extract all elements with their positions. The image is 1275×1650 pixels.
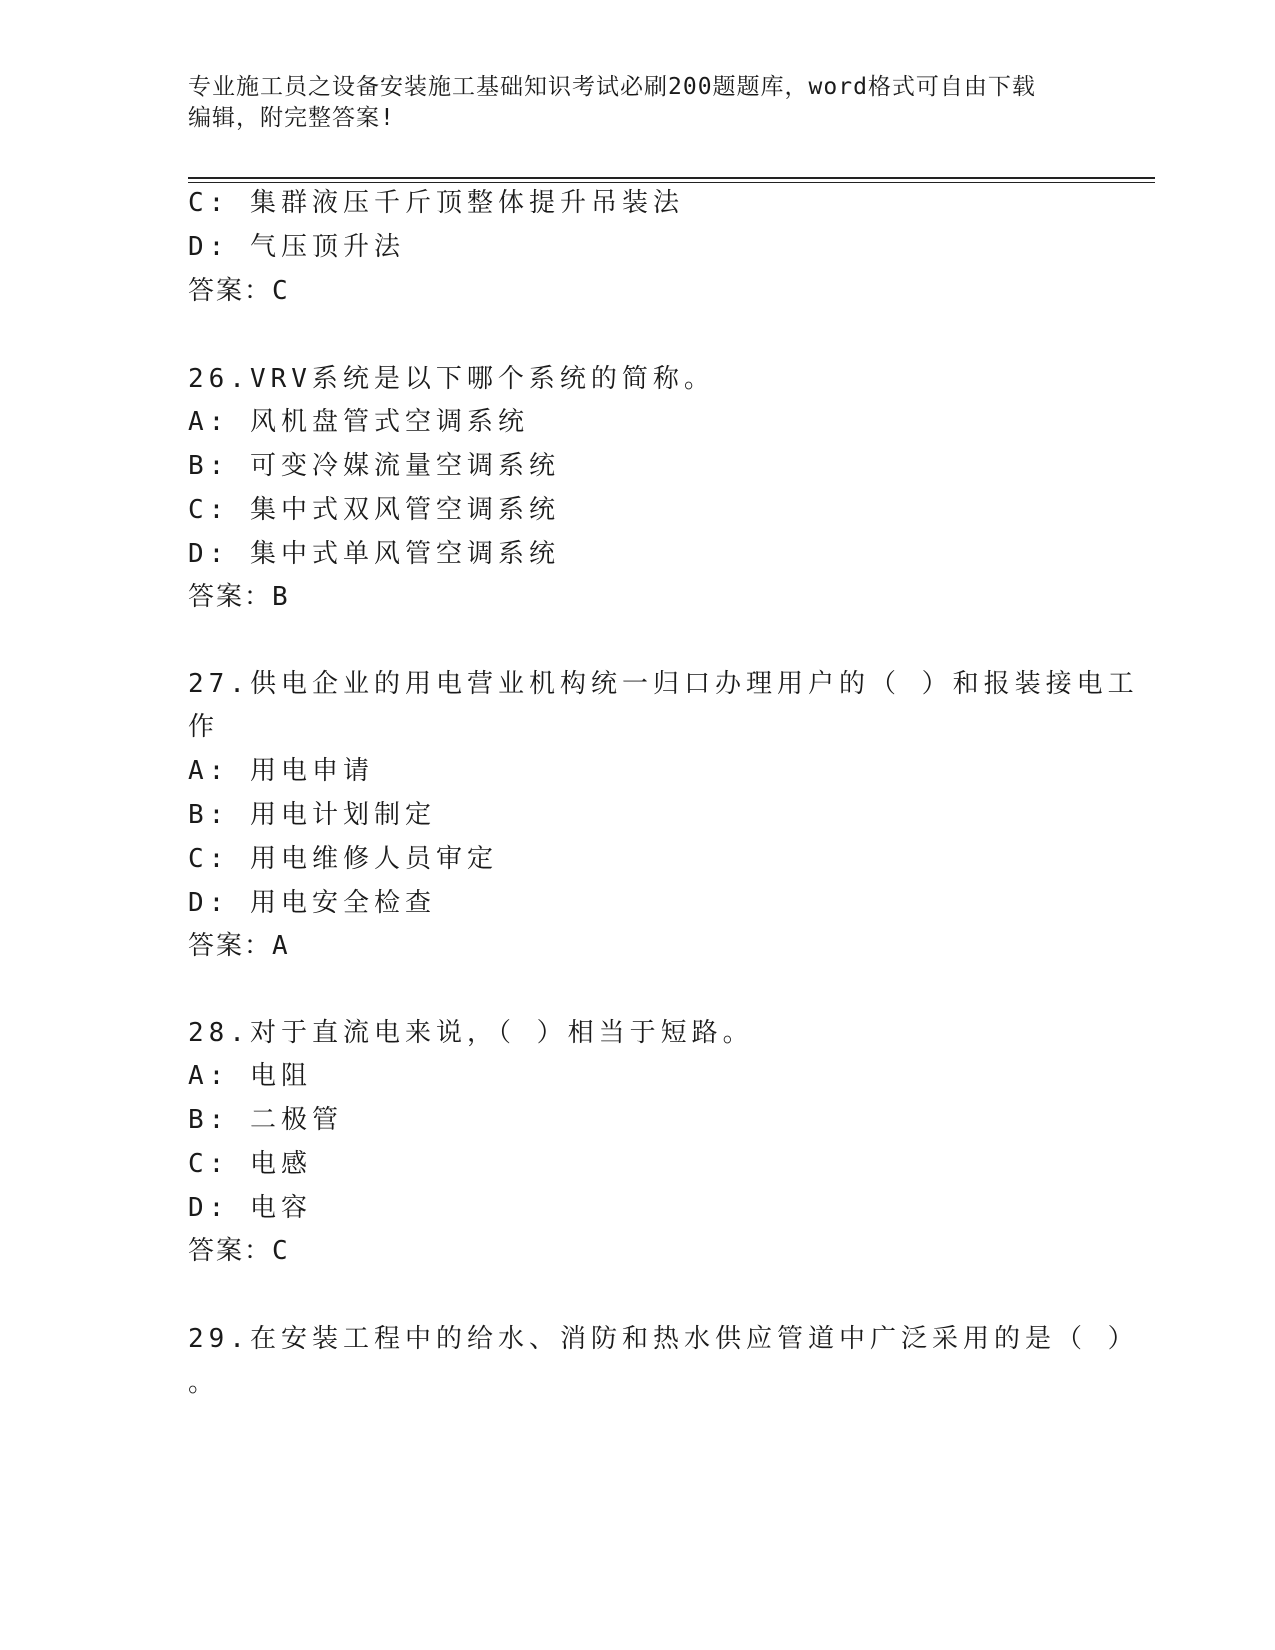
q28-option-b: B: 二极管	[188, 1105, 343, 1135]
q29-question-line-2: 。	[188, 1368, 220, 1398]
header-title-line-1: 专业施工员之设备安装施工基础知识考试必刷200题题库，word格式可自由下载	[188, 74, 1036, 100]
page-header	[188, 72, 1088, 134]
q26-answer: 答案：B	[188, 582, 290, 612]
q25-option-c: C: 集群液压千斤顶整体提升吊装法	[188, 188, 684, 218]
q26-option-a: A: 风机盘管式空调系统	[188, 407, 529, 437]
q28-option-c: C: 电感	[188, 1149, 312, 1179]
header-divider-thick	[188, 177, 1155, 179]
q25-option-d: D: 气压顶升法	[188, 232, 405, 262]
q28-question: 28.对于直流电来说，（ ）相当于短路。	[188, 1018, 754, 1048]
q27-option-a: A: 用电申请	[188, 756, 374, 786]
q26-option-c: C: 集中式双风管空调系统	[188, 495, 560, 525]
q26-question: 26.VRV系统是以下哪个系统的简称。	[188, 364, 715, 394]
q27-question-line-2: 作	[188, 712, 220, 742]
q26-option-b: B: 可变冷媒流量空调系统	[188, 451, 560, 481]
q28-option-d: D: 电容	[188, 1193, 312, 1223]
q27-option-b: B: 用电计划制定	[188, 800, 436, 830]
q25-answer: 答案：C	[188, 276, 290, 306]
q26-option-d: D: 集中式单风管空调系统	[188, 539, 560, 569]
q27-option-c: C: 用电维修人员审定	[188, 844, 498, 874]
q29-question-line-1: 29.在安装工程中的给水、消防和热水供应管道中广泛采用的是（ ）	[188, 1324, 1139, 1354]
q27-answer: 答案：A	[188, 931, 290, 961]
q28-answer: 答案：C	[188, 1236, 290, 1266]
q27-question-line-1: 27.供电企业的用电营业机构统一归口办理用户的（ ）和报装接电工	[188, 669, 1139, 699]
header-title-line-2: 编辑，附完整答案!	[188, 105, 395, 131]
header-divider-thin	[188, 182, 1155, 183]
q27-option-d: D: 用电安全检查	[188, 888, 436, 918]
q28-option-a: A: 电阻	[188, 1061, 312, 1091]
